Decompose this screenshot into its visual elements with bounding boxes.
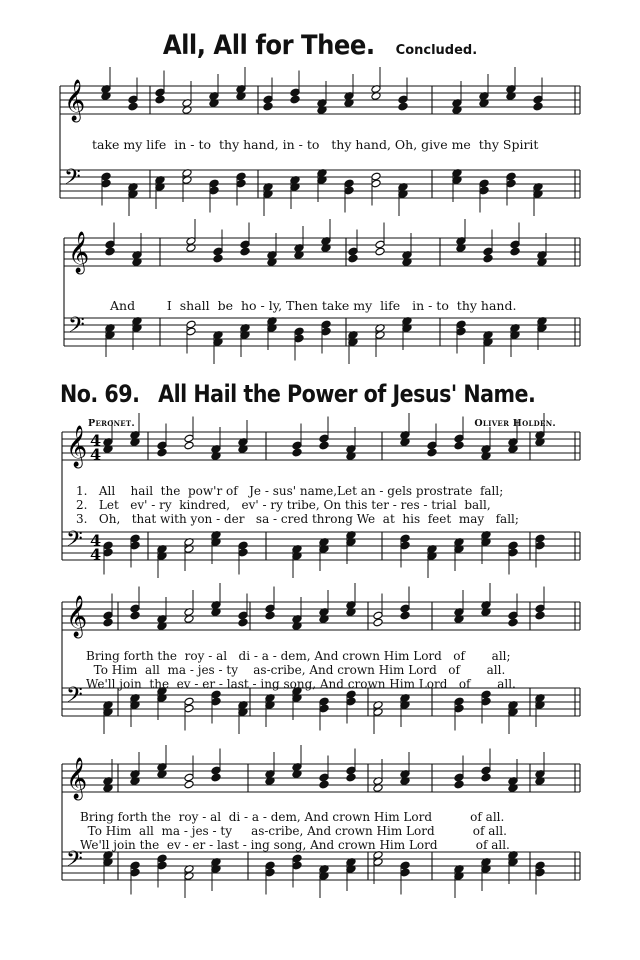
note-head <box>184 780 194 789</box>
time-signature: 4 <box>90 545 102 564</box>
lyric-sys4-verse2: To Him all ma - jes - ty as-cribe, And crown Him Lord of all. <box>86 663 506 677</box>
treble-clef-icon: 𝄞 <box>66 426 88 467</box>
note-head <box>184 441 194 450</box>
time-signature: 4 <box>90 445 102 464</box>
note-head <box>398 102 408 111</box>
composer-credit: Oliver Holden. <box>474 418 556 429</box>
note-head <box>373 618 383 627</box>
bass-clef-icon: 𝄢 <box>68 313 85 343</box>
note-head <box>454 441 464 450</box>
treble-clef-icon: 𝄞 <box>66 596 88 637</box>
lyric-sys5-verse2: To Him all ma - jes - ty as-cribe, And crown Him Lord of all. <box>80 824 507 838</box>
lyric-sys5-verse1: Bring forth the roy - al di - a - dem, And crown Him Lord of all. <box>80 810 505 824</box>
note-head <box>213 254 223 263</box>
note-head <box>508 618 518 627</box>
treble-clef-icon: 𝄞 <box>66 758 88 799</box>
note-head <box>105 247 115 256</box>
hymn-title: All Hail the Power of Jesus' Name. <box>158 380 536 408</box>
note-head <box>348 254 358 263</box>
lyric-sys3-verse2: 2. Let ev' - ry kindred, ev' - ry tribe, On this ter - res - trial ball, <box>76 498 491 512</box>
note-head <box>427 448 437 457</box>
note-head <box>155 95 165 104</box>
note-head <box>290 95 300 104</box>
note-head <box>533 102 543 111</box>
lyric-sys4-verse3: We'll join the ev - er - last - ing song, And crown Him Lord of all. <box>86 677 516 691</box>
lyric-line-sys2: And I shall be ho - ly, Then take my life in - to thy hand. <box>110 298 517 313</box>
lyric-sys5-verse3: We'll join the ev - er - last - ing song, And crown Him Lord of all. <box>80 838 510 852</box>
header-title: All, All for Thee. <box>162 30 375 61</box>
time-signature: 4 <box>90 431 102 450</box>
bass-clef-icon: 𝄢 <box>64 165 81 195</box>
treble-clef-icon: 𝄞 <box>68 232 90 273</box>
note-head <box>265 611 275 620</box>
note-head <box>103 618 113 627</box>
note-head <box>535 611 545 620</box>
note-head <box>319 780 329 789</box>
note-head <box>483 254 493 263</box>
lyric-line-sys1: take my life in - to thy hand, in - to thy hand, Oh, give me thy Spirit <box>92 137 539 152</box>
note-head <box>481 773 491 782</box>
note-head <box>240 247 250 256</box>
note-head <box>292 448 302 457</box>
time-signature: 4 <box>90 531 102 550</box>
header-note: Concluded. <box>395 43 478 58</box>
treble-clef-icon: 𝄞 <box>64 80 86 121</box>
hymn-title-line <box>60 380 536 408</box>
lyric-sys3-verse1: 1. All hail the pow'r of Je - sus' name,Let an - gels prostrate fall; <box>76 484 504 498</box>
note-head <box>128 102 138 111</box>
note-head <box>238 618 248 627</box>
note-head <box>263 102 273 111</box>
lyricist-credit: Peronet. <box>88 418 136 429</box>
note-head <box>454 780 464 789</box>
note-head <box>400 611 410 620</box>
lyric-sys4-verse1: Bring forth the roy - al di - a - dem, And crown Him Lord of all; <box>86 649 511 663</box>
lyric-sys3-verse3: 3. Oh, that with yon - der sa - cred throng We at his feet may fall; <box>76 512 519 526</box>
bass-clef-icon: 𝄢 <box>66 683 83 713</box>
note-head <box>157 448 167 457</box>
note-head <box>510 247 520 256</box>
note-head <box>130 611 140 620</box>
note-head <box>375 247 385 256</box>
note-head <box>211 773 221 782</box>
hymn-number: No. 69. <box>60 380 140 408</box>
note-head <box>319 441 329 450</box>
note-head <box>346 773 356 782</box>
bass-clef-icon: 𝄢 <box>66 847 83 877</box>
bass-clef-icon: 𝄢 <box>66 527 83 557</box>
